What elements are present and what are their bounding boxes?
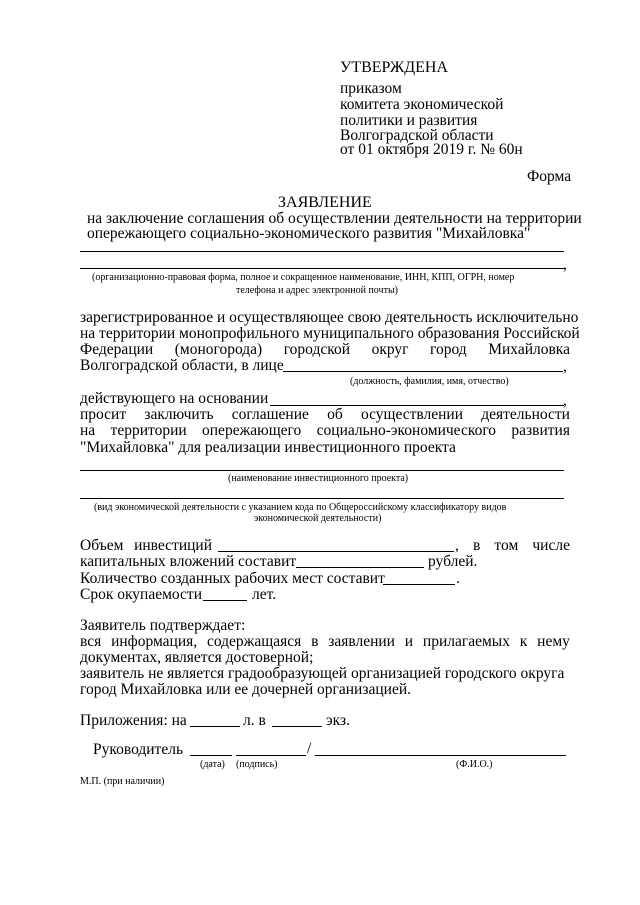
stamp-label: М.П. (при наличии) bbox=[80, 776, 165, 787]
ask-text bbox=[80, 406, 570, 423]
territory-text bbox=[80, 422, 570, 439]
confirm-text: документах, является достоверной; bbox=[80, 649, 314, 666]
confirm-title: Заявитель подтверждает: bbox=[80, 617, 246, 634]
signature-head-label: Руководитель bbox=[93, 741, 184, 758]
word: к bbox=[519, 633, 528, 650]
attachments-copies-field[interactable] bbox=[272, 726, 322, 727]
investment-volume-label bbox=[80, 537, 212, 554]
activity-hint: (вид экономической деятельности с указанием кода по Общероссийскому классификатору видов bbox=[94, 502, 507, 513]
word: заявлении bbox=[328, 633, 395, 650]
approval-line: комитета экономической bbox=[340, 96, 504, 113]
registered-text: Волгоградской области, в лице bbox=[80, 357, 284, 374]
signature-fio-hint: (Ф.И.О.) bbox=[456, 759, 493, 770]
payback-field[interactable] bbox=[203, 600, 247, 601]
word: числе bbox=[532, 537, 570, 554]
word: Михайловка bbox=[488, 341, 570, 358]
approval-line: политики и развития bbox=[340, 112, 478, 129]
word: деятельности bbox=[481, 406, 570, 423]
activity-field-line[interactable] bbox=[80, 498, 564, 499]
capital-field[interactable] bbox=[296, 567, 424, 568]
word: на bbox=[80, 422, 96, 439]
approval-line: Волгоградской области bbox=[340, 127, 494, 144]
word: содержащаяся bbox=[206, 633, 302, 650]
word: осуществлении bbox=[360, 406, 463, 423]
word: и bbox=[404, 633, 414, 650]
word: Объем bbox=[80, 537, 124, 554]
registered-text bbox=[80, 341, 570, 358]
signature-sign-field[interactable] bbox=[236, 755, 306, 756]
activity-hint: экономической деятельности) bbox=[254, 513, 382, 524]
word: том bbox=[494, 537, 519, 554]
confirm-text bbox=[80, 633, 570, 650]
signature-date-hint: (дата) bbox=[200, 759, 225, 770]
word: округ bbox=[371, 341, 409, 358]
position-comma: , bbox=[563, 358, 567, 375]
jobs-label: Количество созданных рабочих мест составит bbox=[80, 570, 385, 587]
attachments-label: Приложения: на bbox=[80, 712, 187, 729]
word: в bbox=[311, 633, 319, 650]
org-field-line[interactable] bbox=[80, 268, 564, 269]
org-hint: телефона и адрес электронной почты) bbox=[236, 285, 398, 296]
attachments-suffix: экз. bbox=[326, 712, 350, 729]
word: информация, bbox=[111, 633, 198, 650]
signature-sign-hint: (подпись) bbox=[236, 759, 278, 770]
payback-label: Срок окупаемости bbox=[80, 586, 203, 603]
registered-text: зарегистрированное и осуществляющее свою деятельность исключительно bbox=[80, 309, 579, 326]
word: просит bbox=[80, 406, 127, 423]
jobs-field[interactable] bbox=[383, 584, 455, 585]
capital-unit: рублей. bbox=[428, 553, 478, 570]
basis-comma: , bbox=[563, 392, 567, 409]
word: соглашение bbox=[231, 406, 309, 423]
confirm-text: заявитель не является градообразующей организацией городского округа bbox=[80, 665, 565, 682]
confirm-text: город Михайловка или ее дочерней организацией. bbox=[80, 681, 411, 698]
word: развития bbox=[511, 422, 570, 439]
document-subtitle: на заключение соглашения об осуществлении деятельности на территории bbox=[87, 210, 582, 227]
word: инвестиций bbox=[134, 537, 212, 554]
jobs-tail: . bbox=[456, 570, 460, 587]
word: территории bbox=[110, 422, 187, 439]
word: об bbox=[327, 406, 343, 423]
word: вся bbox=[80, 633, 102, 650]
basis-text: действующего на основании bbox=[80, 390, 269, 407]
org-hint: (организационно-правовая форма, полное и сокращенное наименование, ИНН, КПП, ОГРН, номер bbox=[92, 272, 515, 283]
signature-fio-field[interactable] bbox=[315, 755, 566, 756]
word: Федерации bbox=[80, 341, 154, 358]
word: социально-экономического bbox=[316, 422, 497, 439]
payback-unit: лет. bbox=[252, 586, 277, 603]
attachments-middle: л. в bbox=[243, 712, 266, 729]
investment-volume-tail bbox=[455, 537, 570, 554]
comma: , bbox=[455, 537, 459, 554]
word: опережающего bbox=[202, 422, 302, 439]
position-field-line[interactable] bbox=[283, 371, 563, 372]
signature-date-field[interactable] bbox=[190, 755, 232, 756]
attachments-pages-field[interactable] bbox=[190, 726, 240, 727]
investment-volume-field[interactable] bbox=[218, 551, 454, 552]
project-field-line[interactable] bbox=[80, 470, 564, 471]
project-hint: (наименование инвестиционного проекта) bbox=[228, 473, 409, 484]
word: город bbox=[430, 341, 467, 358]
org-field-line[interactable] bbox=[80, 251, 564, 252]
form-label: Форма bbox=[527, 168, 572, 185]
org-comma: , bbox=[563, 256, 567, 273]
project-text: "Михайловка" для реализации инвестиционного проекта bbox=[80, 439, 456, 456]
word: прилагаемых bbox=[422, 633, 510, 650]
word: нему bbox=[537, 633, 570, 650]
position-hint: (должность, фамилия, имя, отчество) bbox=[350, 376, 509, 387]
registered-text: на территории монопрофильного муниципального образования Российской bbox=[80, 325, 580, 342]
capital-label: капитальных вложений составит bbox=[80, 553, 297, 570]
approval-date: от 01 октября 2019 г. № 60н bbox=[340, 141, 523, 158]
approval-title: УТВЕРЖДЕНА bbox=[340, 59, 449, 76]
word: в bbox=[472, 537, 481, 554]
signature-slash: / bbox=[307, 740, 312, 757]
document-subtitle: опережающего социально-экономического развития "Михайловка" bbox=[87, 225, 531, 242]
document-title: ЗАЯВЛЕНИЕ bbox=[278, 194, 372, 211]
word: городской bbox=[283, 341, 351, 358]
word: (моногорода) bbox=[174, 341, 263, 358]
approval-line: приказом bbox=[340, 80, 402, 97]
word: заключить bbox=[144, 406, 214, 423]
